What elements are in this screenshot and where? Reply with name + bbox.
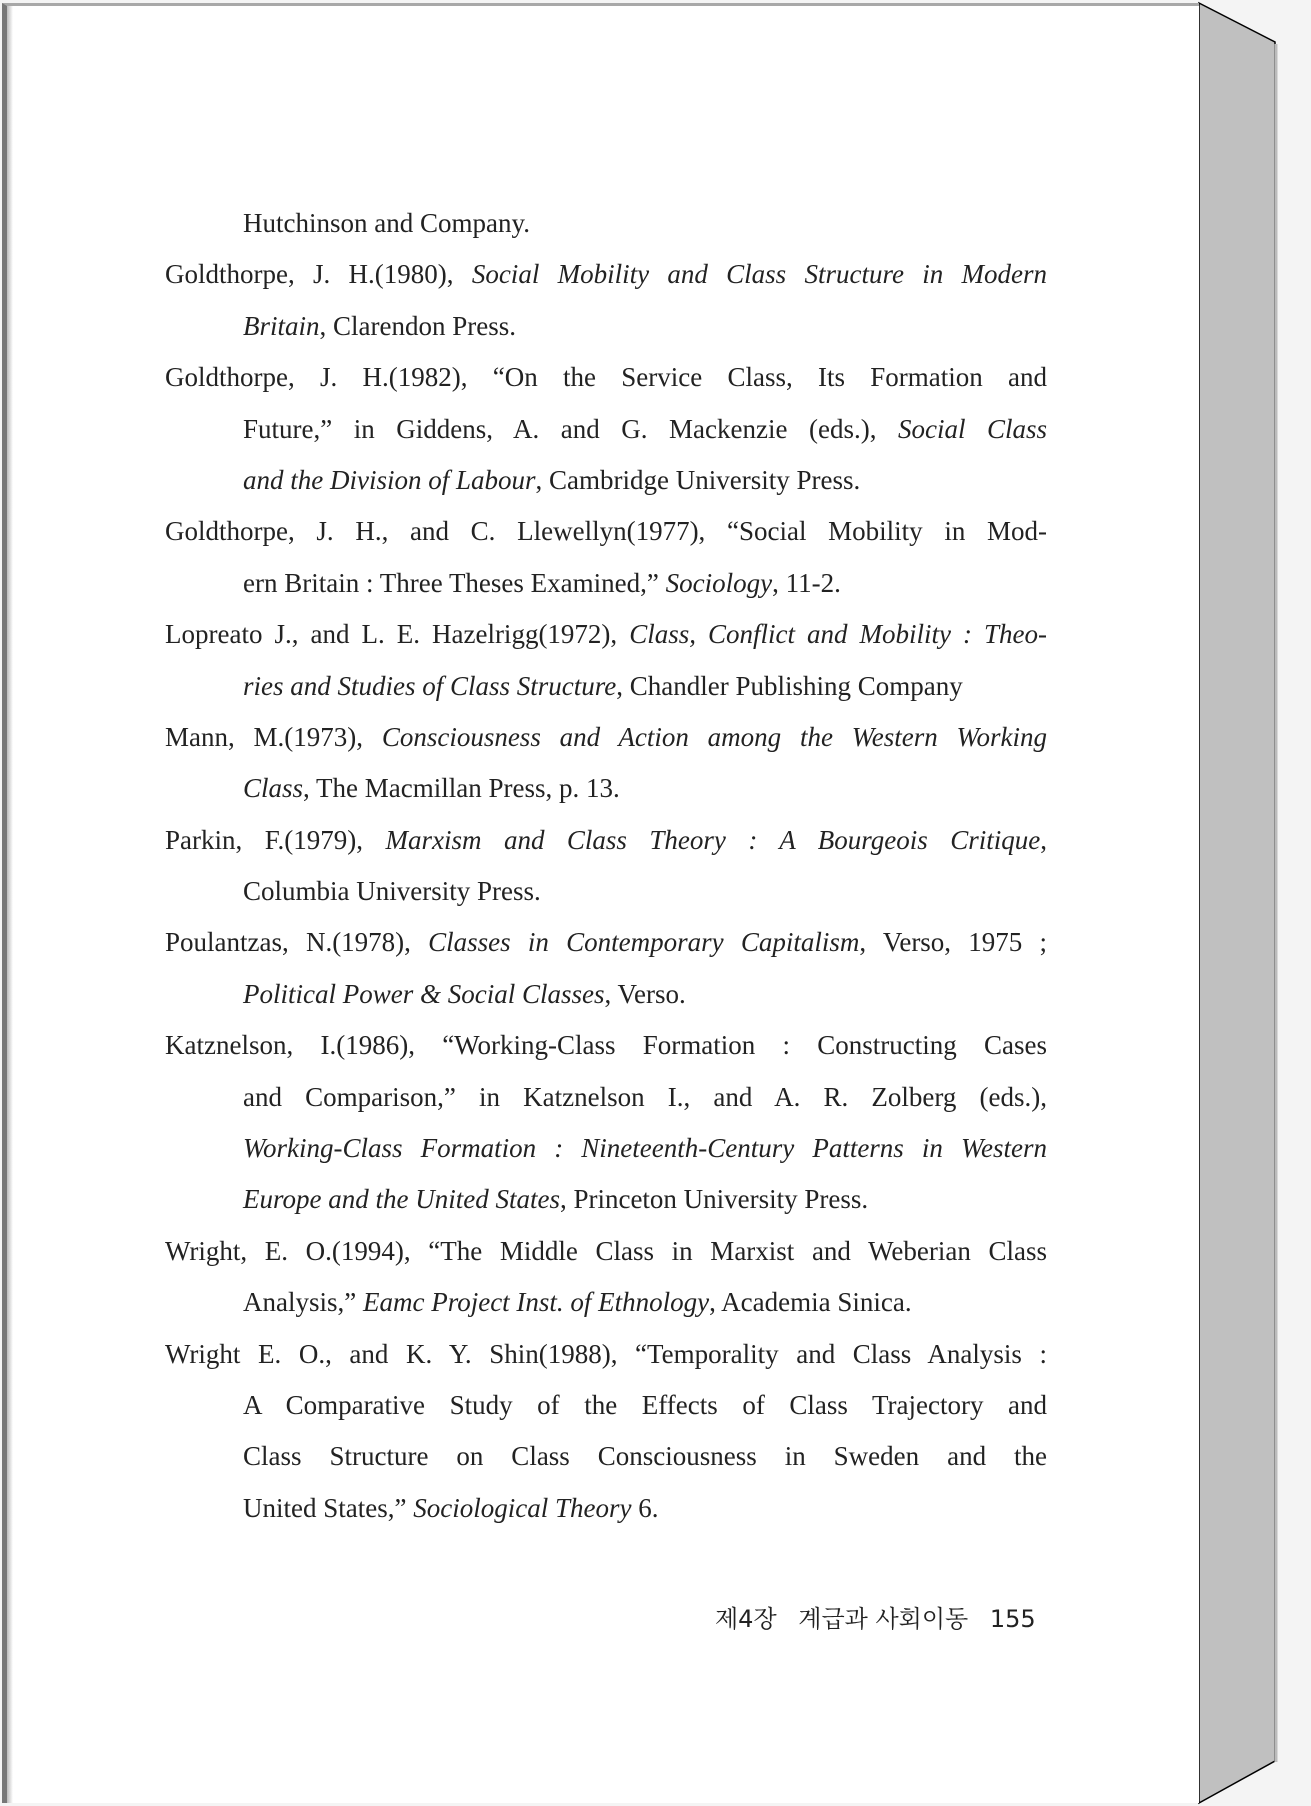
reference-line <box>243 661 1047 712</box>
italic-title: Marxism and Class Theory : A Bourgeois Critique <box>385 824 1041 855</box>
reference-entry <box>165 815 1047 918</box>
italic-title: and the Division of Labour <box>243 464 536 495</box>
reference-line <box>243 1277 1047 1328</box>
reference-text: Parkin, F.(1979), <box>165 824 386 855</box>
reference-entry <box>165 352 1047 506</box>
reference-line <box>243 1174 1047 1225</box>
reference-entry <box>165 1329 1047 1535</box>
reference-text: 6. <box>631 1492 659 1523</box>
reference-line <box>243 198 1047 249</box>
reference-line <box>165 609 1047 660</box>
italic-title: Sociology <box>665 567 773 598</box>
reference-text: and Comparison,” in Katznelson I., and A. R. Zolberg (eds.), <box>243 1081 1047 1112</box>
italic-title: Eamc Project Inst. of Ethnology <box>362 1287 710 1318</box>
reference-line <box>165 1329 1047 1380</box>
reference-text: , Verso. <box>604 978 686 1009</box>
reference-text: Katznelson, I.(1986), “Working-Class Formation : Constructing Cases <box>165 1030 1047 1061</box>
italic-title: Europe and the United States <box>243 1184 560 1215</box>
reference-entry <box>165 506 1047 609</box>
reference-line <box>165 1020 1047 1071</box>
italic-title: Political Power & Social Classes <box>243 978 605 1009</box>
reference-text: , 11-2. <box>772 567 841 598</box>
reference-line <box>243 455 1047 506</box>
reference-text: Goldthorpe, J. H., and C. Llewellyn(1977), “Social Mobility in Mod- <box>165 516 1047 547</box>
chapter-title: 계급과 사회이동 <box>798 1605 969 1633</box>
reference-line <box>165 506 1047 557</box>
book-page <box>2 3 1199 1803</box>
reference-line <box>243 1380 1047 1431</box>
reference-text: Hutchinson and Company. <box>243 208 530 238</box>
reference-entry <box>165 249 1047 352</box>
reference-text: , Princeton University Press. <box>559 1184 869 1215</box>
reference-line <box>243 969 1047 1020</box>
reference-entry <box>165 609 1047 712</box>
reference-line <box>243 1123 1047 1174</box>
reference-entry <box>165 198 1047 249</box>
italic-title: Working-Class Formation : Nineteenth-Century Patterns in Western <box>243 1133 1047 1164</box>
reference-text: Future,” in Giddens, A. and G. Mackenzie (eds.), <box>243 413 898 444</box>
reference-text: , Verso, 1975 ; <box>859 927 1047 958</box>
italic-title: Social Mobility and Class Structure in Modern <box>471 259 1047 290</box>
italic-title: Sociological Theory <box>413 1492 632 1523</box>
italic-title: Britain <box>243 310 320 341</box>
reference-line <box>165 352 1047 403</box>
reference-list <box>165 198 1047 1534</box>
reference-text: Wright, E. O.(1994), “The Middle Class in Marxist and Weberian Class <box>165 1235 1047 1266</box>
reference-line <box>243 301 1047 352</box>
reference-entry <box>165 712 1047 815</box>
reference-line <box>165 815 1047 866</box>
reference-line <box>165 1226 1047 1277</box>
reference-entry <box>165 1226 1047 1329</box>
reference-line <box>243 1072 1047 1123</box>
reference-line <box>243 1483 1047 1534</box>
reference-text: , Chandler Publishing Company <box>616 670 963 701</box>
reference-entry <box>165 917 1047 1020</box>
italic-title: Social Class <box>897 413 1047 444</box>
reference-text: Goldthorpe, J. H.(1982), “On the Service Class, Its Formation and <box>165 362 1047 393</box>
reference-text: Class Structure on Class Consciousness in Sweden and the <box>243 1441 1047 1472</box>
reference-text: , Clarendon Press. <box>319 310 516 341</box>
page-footer <box>715 1599 1050 1634</box>
reference-text: Lopreato J., and L. E. Hazelrigg(1972), <box>165 619 630 650</box>
reference-line <box>243 558 1047 609</box>
reference-line <box>165 917 1047 968</box>
reference-line <box>165 249 1047 300</box>
reference-line <box>243 866 1047 917</box>
italic-title: Class, Conflict and Mobility : Theo- <box>629 619 1047 650</box>
page-number: 155 <box>989 1605 1036 1633</box>
reference-line <box>243 404 1047 455</box>
reference-line <box>165 712 1047 763</box>
reference-entry <box>165 1020 1047 1226</box>
italic-title: Classes in Contemporary Capitalism <box>428 927 860 958</box>
reference-text: A Comparative Study of the Effects of Class Trajectory and <box>243 1389 1047 1420</box>
italic-title: ries and Studies of Class Structure <box>243 670 617 701</box>
chapter-label: 제4장 <box>715 1605 777 1633</box>
reference-line <box>243 763 1047 814</box>
reference-text: , The Macmillan Press, p. 13. <box>303 773 620 804</box>
reference-line <box>243 1431 1047 1482</box>
reference-text: Analysis,” <box>243 1287 363 1318</box>
reference-text: , <box>1040 824 1047 855</box>
reference-text: Mann, M.(1973), <box>165 721 382 752</box>
reference-text: Goldthorpe, J. H.(1980), <box>165 259 472 290</box>
reference-text: Columbia University Press. <box>243 876 541 907</box>
reference-text: , Cambridge University Press. <box>535 464 861 495</box>
reference-text: Wright E. O., and K. Y. Shin(1988), “Temporality and Class Analysis : <box>165 1338 1047 1369</box>
reference-text: ern Britain : Three Theses Examined,” <box>243 567 666 598</box>
reference-text: , Academia Sinica. <box>709 1287 912 1318</box>
italic-title: Class <box>243 773 304 804</box>
reference-text: United States,” <box>243 1492 414 1523</box>
italic-title: Consciousness and Action among the Western Working <box>381 721 1047 752</box>
reference-text: Poulantzas, N.(1978), <box>165 927 429 958</box>
